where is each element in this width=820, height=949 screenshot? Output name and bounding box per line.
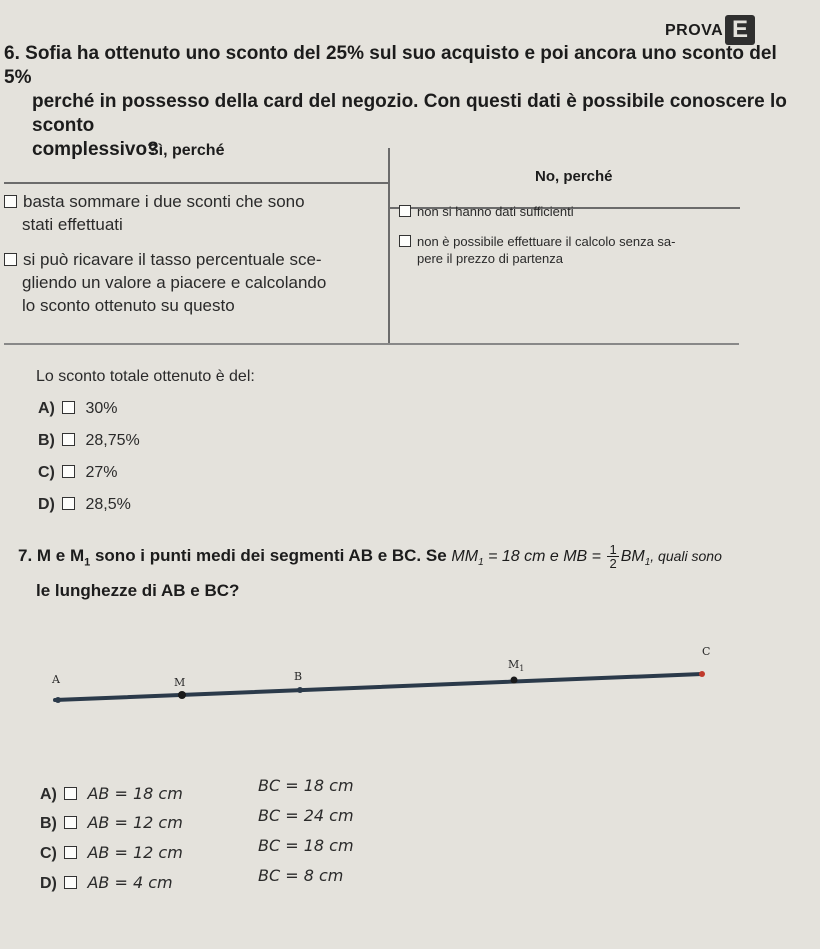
yes-option-1-label-cont: stati effettuati	[22, 215, 123, 234]
question-6-answer-b[interactable]	[38, 432, 140, 450]
question-6-number: 6.	[4, 43, 20, 64]
answer-letter: C)	[38, 464, 55, 481]
checkbox[interactable]	[4, 195, 17, 208]
question-6-answer-c[interactable]	[38, 464, 117, 482]
yes-option-2[interactable]	[4, 248, 326, 317]
yes-option-2-label-cont-2: lo sconto ottenuto su questo	[22, 296, 235, 315]
column-header-yes: Sì, perché	[148, 142, 225, 159]
label-m1	[508, 658, 524, 673]
label-m1-main: M	[508, 658, 520, 671]
answer-letter: B)	[40, 815, 57, 832]
no-option-1[interactable]	[399, 203, 574, 220]
answer-ab: AB = 12 cm	[87, 843, 183, 862]
q7-line-2: le lunghezze di AB e BC?	[36, 581, 240, 601]
answer-letter: D)	[40, 875, 57, 892]
checkbox[interactable]	[64, 816, 77, 829]
question-7-answer-a-bc: BC = 18 cm	[258, 776, 354, 795]
answer-value: 28,5%	[85, 496, 131, 513]
checkbox[interactable]	[399, 235, 411, 247]
label-b: B	[294, 670, 303, 683]
prova-label: PROVA	[665, 22, 724, 39]
label-m: M	[174, 676, 186, 689]
no-option-2-label-cont: pere il prezzo di partenza	[417, 251, 563, 266]
answer-letter: C)	[40, 845, 57, 862]
question-6-intro: Lo sconto totale ottenuto è del:	[36, 368, 255, 385]
checkbox[interactable]	[399, 205, 411, 217]
answer-ab: AB = 4 cm	[87, 873, 173, 892]
eq-sub: 1	[478, 557, 484, 569]
question-7-answer-d-bc: BC = 8 cm	[258, 866, 344, 885]
checkbox[interactable]	[64, 876, 77, 889]
question-7-answer-a[interactable]	[40, 784, 183, 804]
answer-value: 28,75%	[85, 432, 140, 449]
answer-ab: AB = 12 cm	[87, 813, 183, 832]
eq-rest: = 18 cm e MB =	[483, 548, 606, 565]
checkbox[interactable]	[62, 401, 75, 414]
answer-ab: AB = 18 cm	[87, 784, 183, 803]
q7-text-c: , quali sono	[650, 548, 722, 564]
point-m	[178, 691, 186, 699]
checkbox[interactable]	[62, 497, 75, 510]
no-option-2[interactable]	[399, 233, 675, 267]
question-6-answer-d[interactable]	[38, 496, 131, 514]
no-option-2-label: non è possibile effettuare il calcolo senza sa-	[417, 234, 676, 249]
answer-value: 27%	[85, 464, 118, 481]
answer-letter: A)	[40, 786, 57, 803]
question-7-answer-b-bc: BC = 24 cm	[258, 806, 354, 825]
point-m1	[511, 677, 518, 684]
column-header-no: No, perché	[535, 168, 613, 185]
yes-option-1-label: basta sommare i due sconti che sono	[23, 192, 305, 211]
table-divider-vertical	[388, 148, 390, 343]
question-7-answer-d[interactable]	[40, 873, 173, 893]
fraction-denominator: 2	[609, 556, 617, 572]
fraction-numerator: 1	[609, 542, 617, 558]
eq-mm: MM	[451, 548, 479, 565]
prova-badge: E	[725, 15, 755, 45]
eq-sub-2: 1	[644, 557, 651, 569]
yes-option-2-label: si può ricavare il tasso percentuale sce-	[23, 250, 322, 269]
question-7-answer-b[interactable]	[40, 813, 183, 833]
checkbox[interactable]	[64, 846, 77, 859]
segment-line	[55, 674, 702, 700]
question-6-text	[4, 42, 804, 162]
question-7-answer-c[interactable]	[40, 843, 183, 863]
point-c	[699, 671, 705, 677]
question-7-answer-c-bc: BC = 18 cm	[258, 836, 354, 855]
checkbox[interactable]	[62, 465, 75, 478]
label-c: C	[702, 645, 711, 658]
eq-bm: BM	[620, 548, 645, 565]
q7-text-b: sono i punti medi dei segmenti AB e BC. Se	[90, 546, 452, 565]
question-7-text	[18, 542, 722, 605]
checkbox[interactable]	[62, 433, 75, 446]
answer-letter: D)	[38, 496, 55, 513]
answer-letter: A)	[38, 400, 55, 417]
no-option-1-label: non si hanno dati sufficienti	[417, 204, 574, 219]
yes-option-1[interactable]	[4, 190, 305, 236]
question-6-answer-a[interactable]	[38, 400, 117, 418]
yes-option-2-label-cont: gliendo un valore a piacere e calcolando	[22, 273, 327, 292]
label-a: A	[52, 673, 60, 686]
answer-value: 30%	[85, 400, 118, 417]
point-b	[297, 687, 303, 693]
question-6-line-3: complessivo?	[32, 139, 159, 160]
checkbox[interactable]	[64, 787, 77, 800]
q7-sub: 1	[84, 556, 91, 569]
q7-equation	[451, 542, 651, 572]
question-6-line-2: perché in possesso della card del negozio. Con questi dati è possibile conoscere lo sconto	[32, 91, 787, 136]
table-bottom-line	[4, 343, 739, 345]
answer-letter: B)	[38, 432, 55, 449]
q7-text-a: 7. M e M	[18, 546, 85, 565]
point-a	[55, 697, 61, 703]
fraction	[607, 543, 618, 570]
checkbox[interactable]	[4, 253, 17, 266]
segment-diagram	[0, 630, 820, 720]
table-divider-left	[4, 182, 388, 184]
label-m1-sub: 1	[519, 664, 525, 674]
question-6-line-1: Sofia ha ottenuto uno sconto del 25% sul suo acquisto e poi ancora uno sconto del 5%	[4, 43, 777, 88]
